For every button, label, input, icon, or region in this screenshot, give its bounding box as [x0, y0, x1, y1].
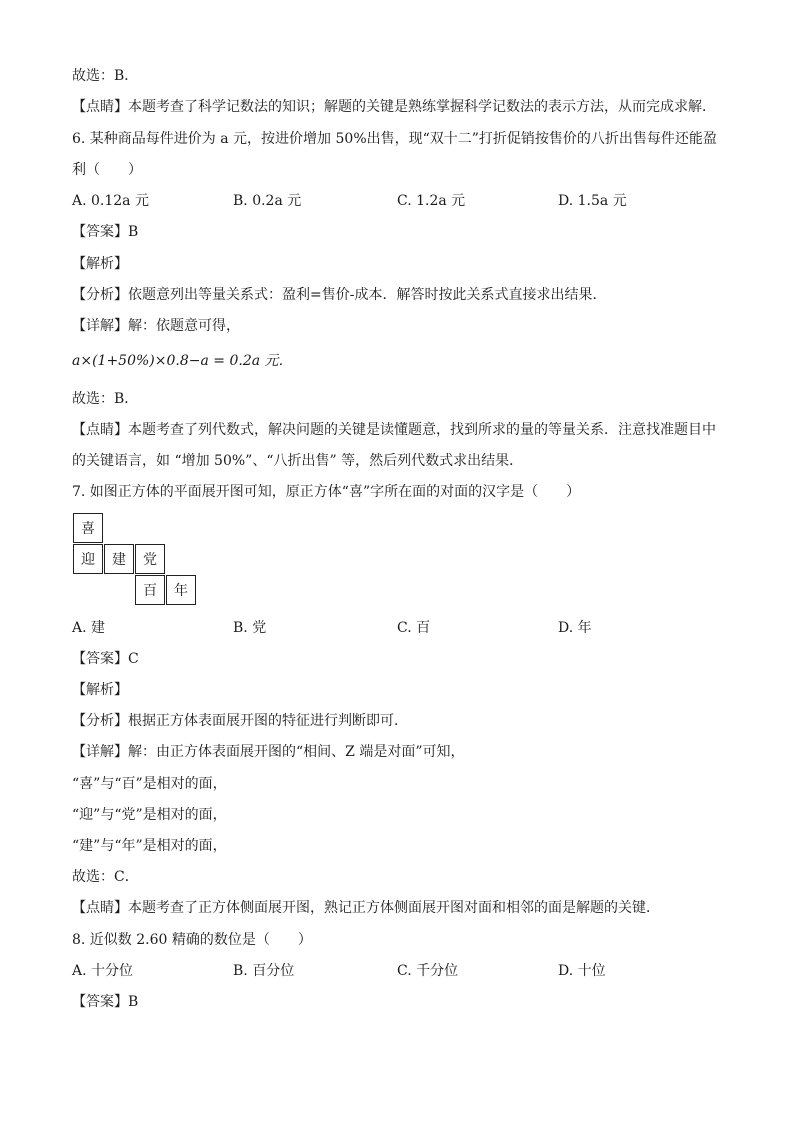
- q7-answer: 【答案】C: [72, 651, 139, 667]
- q7-option-a: A. 建: [72, 620, 106, 636]
- q7-pair-1: “喜”与“百”是相对的面，: [72, 776, 227, 792]
- q8-option-d: D. 十位: [558, 963, 606, 979]
- net-cell-jian: 建: [104, 544, 134, 574]
- net-cell-ying: 迎: [73, 544, 103, 574]
- q7-option-d: D. 年: [558, 620, 592, 636]
- q6-option-b: B. 0.2a 元: [233, 193, 302, 209]
- net-cell-nian: 年: [166, 575, 196, 605]
- question-6-stem-cont: 利（ ）: [72, 162, 142, 178]
- q7-comment: 【点睛】本题考查了正方体侧面展开图，熟记正方体侧面展开图对面和相邻的面是解题的关键．: [72, 900, 660, 916]
- answer-choice-line: 故选：B．: [72, 68, 139, 84]
- net-cell-bai: 百: [135, 575, 165, 605]
- q7-option-b: B. 党: [233, 620, 267, 636]
- q7-detail: 【详解】解：由正方体表面展开图的“相间、Z 端是对面”可知，: [72, 744, 465, 760]
- q7-pair-3: “建”与“年”是相对的面，: [72, 838, 227, 854]
- q6-choice: 故选：B．: [72, 391, 139, 407]
- q7-choice: 故选：C．: [72, 869, 139, 885]
- q6-formula: a×(1+50%)×0.8−a = 0.2a 元．: [72, 353, 293, 369]
- comment-line: 【点睛】本题考查了科学记数法的知识；解题的关键是熟练掌握科学记数法的表示方法，从而完成求解．: [72, 99, 716, 115]
- q7-analysis-heading: 【解析】: [72, 682, 128, 698]
- q6-comment-1: 【点睛】本题考查了列代数式，解决问题的关键是读懂题意，找到所求的量的等量关系．注意找准题目中: [72, 422, 716, 438]
- q6-option-d: D. 1.5a 元: [558, 193, 627, 209]
- q6-detail: 【详解】解：依题意可得，: [72, 318, 240, 334]
- q6-analysis-heading: 【解析】: [72, 256, 128, 272]
- question-7-stem: 7. 如图正方体的平面展开图可知，原正方体“喜”字所在面的对面的汉字是（ ）: [72, 484, 581, 500]
- q7-analysis: 【分析】根据正方体表面展开图的特征进行判断即可．: [72, 713, 408, 729]
- net-cell-xi: 喜: [73, 513, 103, 543]
- q6-answer: 【答案】B: [72, 224, 139, 240]
- q6-comment-2: 的关键语言，如 “增加 50%”、“八折出售” 等，然后列代数式求出结果．: [72, 453, 524, 469]
- question-6-stem: 6. 某种商品每件进价为 a 元，按进价增加 50%出售，现“双十二”打折促销按售价的八折出售每件还能盈: [72, 131, 717, 147]
- q6-analysis: 【分析】依题意列出等量关系式：盈利=售价-成本．解答时按此关系式直接求出结果．: [72, 287, 607, 303]
- q8-option-a: A. 十分位: [72, 963, 134, 979]
- question-8-stem: 8. 近似数 2.60 精确的数位是（ ）: [72, 932, 312, 948]
- q8-option-b: B. 百分位: [233, 963, 295, 979]
- q7-option-c: C. 百: [397, 620, 431, 636]
- q6-option-a: A. 0.12a 元: [72, 193, 149, 209]
- q8-answer: 【答案】B: [72, 994, 139, 1010]
- net-cell-dang: 党: [135, 544, 165, 574]
- q8-option-c: C. 千分位: [397, 963, 459, 979]
- cube-net-figure: [73, 513, 203, 608]
- q7-pair-2: “迎”与“党”是相对的面，: [72, 807, 227, 823]
- q6-option-c: C. 1.2a 元: [397, 193, 466, 209]
